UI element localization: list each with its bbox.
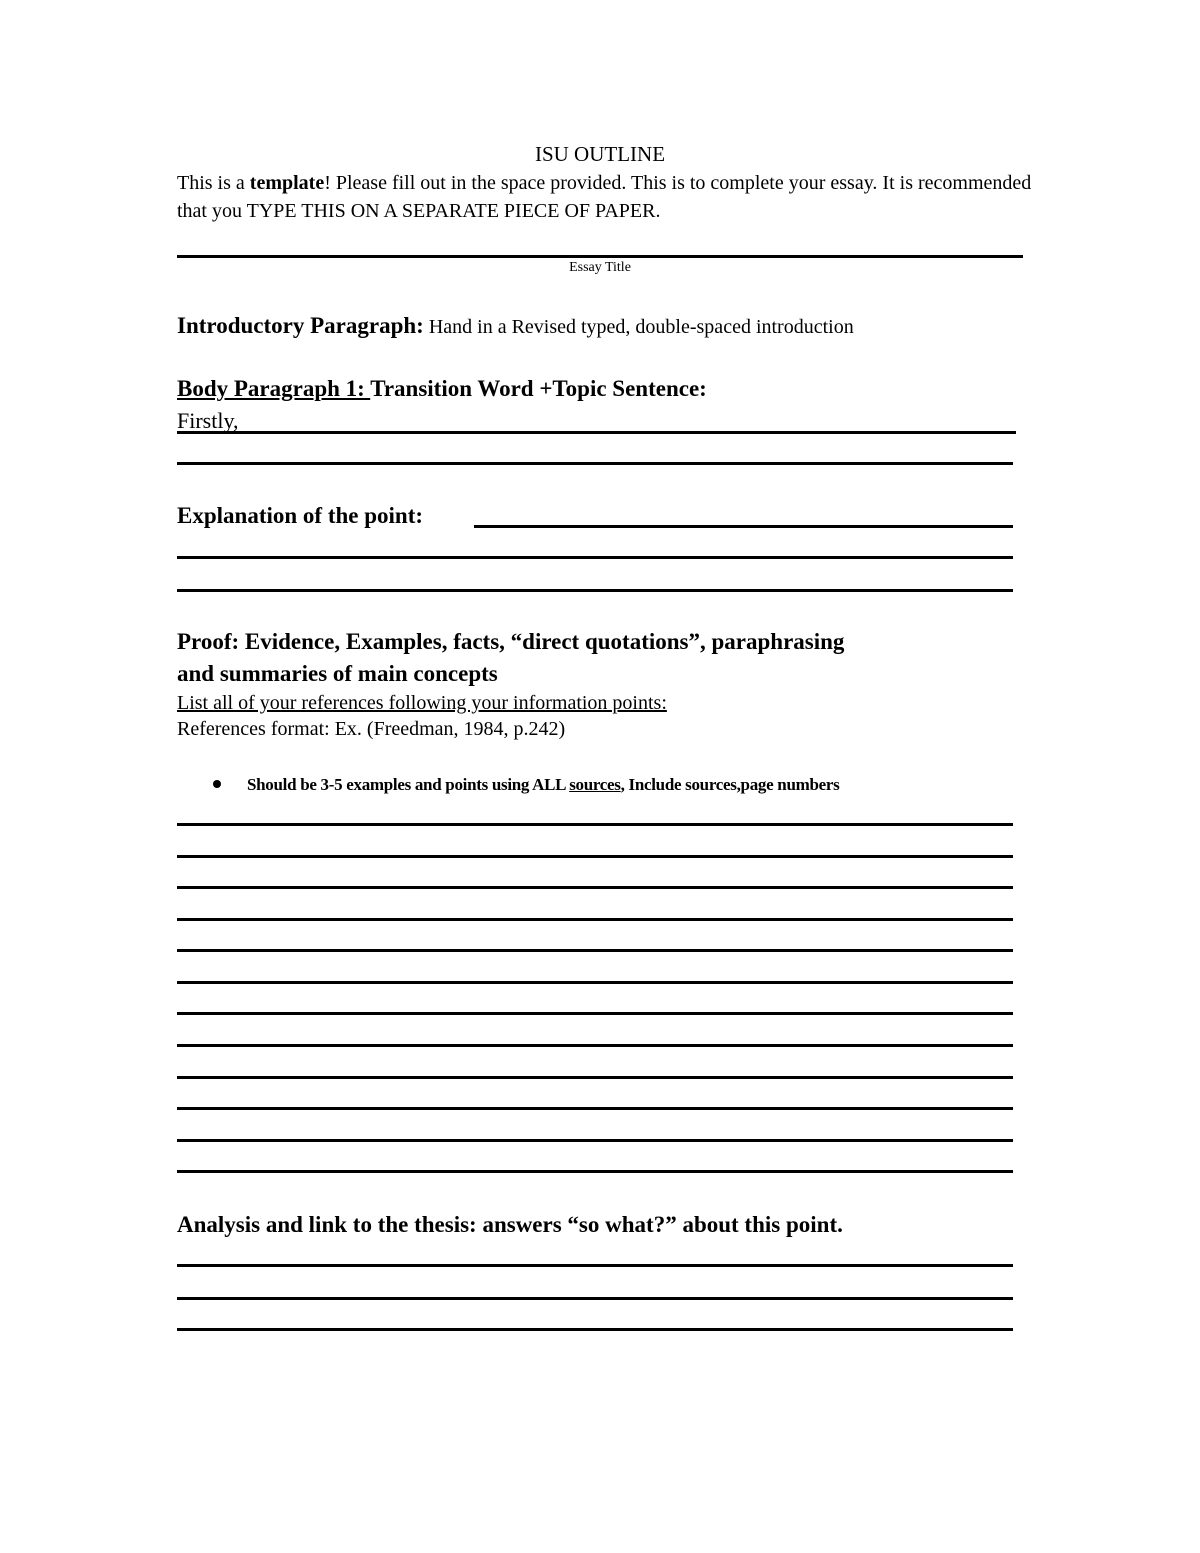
proof-line-2[interactable] (177, 855, 1013, 858)
analysis-line-1[interactable] (177, 1264, 1013, 1267)
analysis-heading: Analysis and link to the thesis: answers “so what?” about this point. (177, 1212, 843, 1237)
topic-sentence-starter: Firstly, (177, 408, 239, 433)
instructions-part2: ! Please fill out in the space provided. This is to complete your essay. It is recommended that you TYPE THIS ON A SEPARATE PIECE OF PAPER. (177, 172, 1032, 222)
document-title: ISU OUTLINE (534, 142, 666, 166)
analysis-line-3[interactable] (177, 1328, 1013, 1331)
analysis-line-2[interactable] (177, 1297, 1013, 1300)
proof-heading-line-1: Proof: Evidence, Examples, facts, “direct quotations”, paraphrasing (177, 629, 845, 654)
explanation-line-3[interactable] (177, 589, 1013, 592)
body-paragraph-1-label: Body Paragraph 1: (177, 376, 371, 401)
proof-line-5[interactable] (177, 949, 1013, 952)
topic-sentence-line-1[interactable] (177, 431, 1016, 434)
essay-title-line[interactable] (177, 255, 1023, 258)
proof-line-10[interactable] (177, 1107, 1013, 1110)
instructions-template-word: template (249, 172, 325, 194)
explanation-line-2[interactable] (177, 556, 1013, 559)
examples-bullet-sources: sources (569, 775, 621, 794)
introductory-paragraph-row (177, 311, 854, 342)
instructions-part1: This is a (177, 172, 250, 194)
introductory-heading: Introductory Paragraph: (177, 313, 424, 338)
examples-bullet-part2: , Include sources,page numbers (620, 775, 840, 794)
introductory-instruction: Hand in a Revised typed, double-spaced introduction (423, 316, 854, 338)
body-paragraph-1-heading (177, 374, 707, 404)
proof-line-8[interactable] (177, 1044, 1013, 1047)
proof-line-12[interactable] (177, 1170, 1013, 1173)
topic-sentence-line-2[interactable] (177, 462, 1013, 465)
body-paragraph-1-prompt: Transition Word +Topic Sentence: (370, 376, 707, 401)
proof-line-7[interactable] (177, 1012, 1013, 1015)
examples-bullet-part1: Should be 3-5 examples and points using ALL (247, 775, 570, 794)
proof-line-4[interactable] (177, 918, 1013, 921)
bullet-icon (213, 780, 221, 788)
examples-bullet (213, 773, 839, 797)
essay-title-label: Essay Title (569, 260, 631, 275)
references-instruction: List all of your references following your information points: (177, 692, 667, 714)
instructions-paragraph (177, 169, 1037, 225)
proof-line-9[interactable] (177, 1076, 1013, 1079)
explanation-line-1[interactable] (474, 525, 1013, 528)
proof-line-11[interactable] (177, 1139, 1013, 1142)
proof-line-6[interactable] (177, 981, 1013, 984)
proof-line-3[interactable] (177, 886, 1013, 889)
explanation-heading: Explanation of the point: (177, 503, 424, 528)
proof-line-1[interactable] (177, 823, 1013, 826)
proof-heading-line-2: and summaries of main concepts (177, 661, 498, 686)
references-format: References format: Ex. (Freedman, 1984, p.242) (177, 718, 566, 740)
